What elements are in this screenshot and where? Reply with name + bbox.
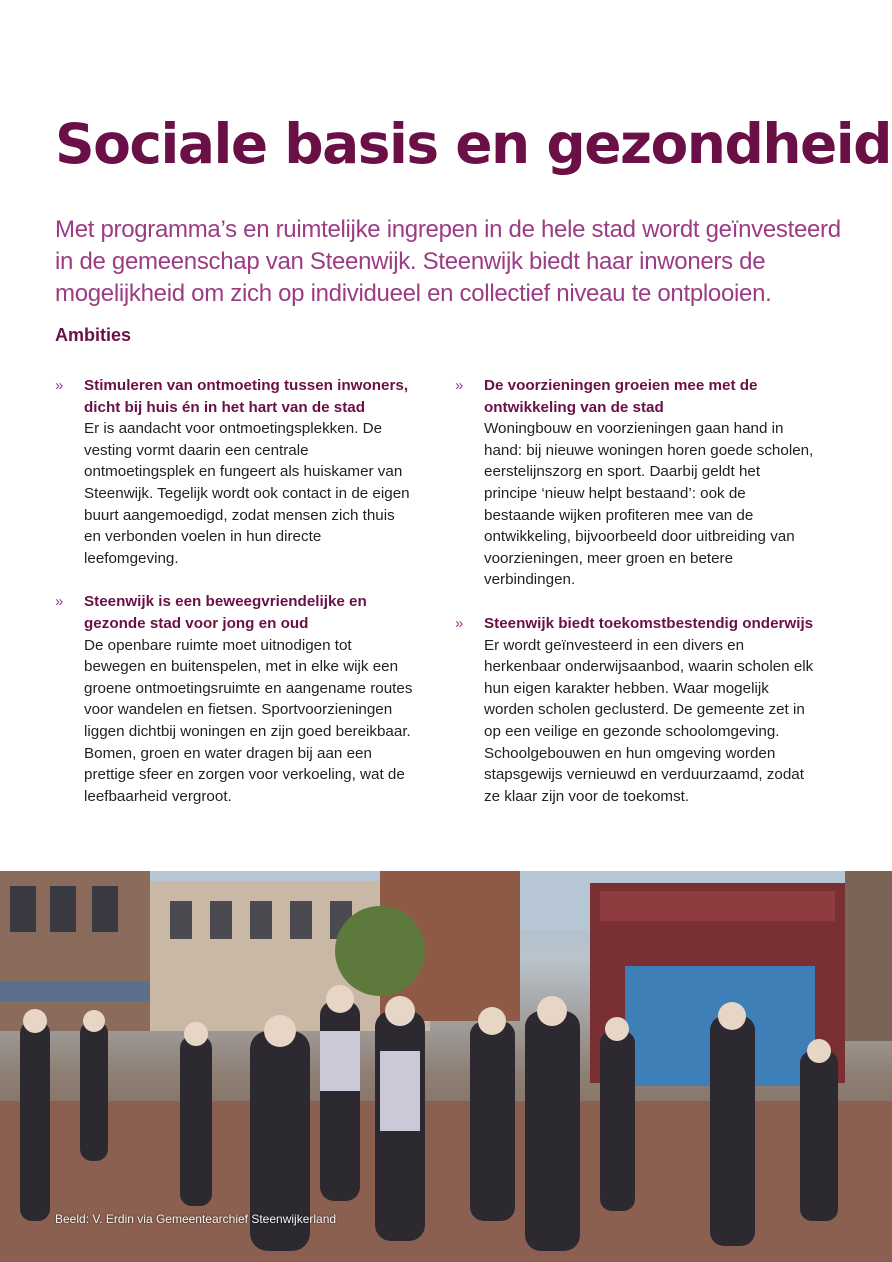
ambition-title: Steenwijk is een beweegvriendelijke en gezonde stad voor jong en oud <box>84 593 367 632</box>
ambition-body: Woningbouw en voorzieningen gaan hand in hand: bij nieuwe woningen horen goede scholen, eerstelijnszorg en sport. Daarbij geldt het principe ‘nieuw helpt bestaand’: ook de bestaande wijken profiteren mee van de ontwikkeling, bijvoorbeeld door uitbreiding van voorzieningen, meer groen en betere verbindingen. <box>484 420 814 589</box>
ambition-item <box>455 613 815 807</box>
ambitions-column-left <box>55 375 415 829</box>
bullet-marker: » <box>55 377 64 394</box>
ambition-item <box>55 591 415 807</box>
ambition-body: De openbare ruimte moet uitnodigen tot bewegen en buitenspelen, met in elke wijk een groene ontmoetingsruimte en aangename routes voor wandelen en fietsen. Sportvoorzieningen liggen dichtbij woningen en zijn goed bereikbaar. Bomen, groen en water dragen bij aan een prettige sfeer en zorgen voor verkoeling, wat de leefbaarheid vergroot. <box>84 636 413 805</box>
ambition-title: De voorzieningen groeien mee met de ontwikkeling van de stad <box>484 377 758 416</box>
event-photo <box>0 871 892 1262</box>
ambition-title: Stimuleren van ontmoeting tussen inwoners, dicht bij huis én in het hart van de stad <box>84 377 409 416</box>
bullet-marker: » <box>455 614 464 632</box>
bullet-marker: » <box>55 593 64 611</box>
ambition-body: Er wordt geïnvesteerd in een divers en herkenbaar onderwijsaanbod, waarin scholen elk hun eigen karakter hebben. Waar mogelijk worden scholen geclusterd. De gemeente zet in op een veilige en gezonde schoolomgeving. Schoolgebouwen en hun omgeving worden stapsgewijs vernieuwd en verduurzaamd, zodat ze klaar zijn voor de toekomst. <box>484 636 814 805</box>
lead-paragraph: Met programma’s en ruimtelijke ingrepen in de hele stad wordt geïnvesteerd in de gemeenschap van Steenwijk. Steenwijk biedt haar inwoners de mogelijkheid om zich op individueel en collectief niveau te ontplooien. <box>55 216 841 307</box>
ambition-body: Er is aandacht voor ontmoetingsplekken. De vesting vormt daarin een centrale ontmoetingsplek en fungeert als huiskamer van Steenwijk. Tegelijk wordt ook contact in de eigen buurt aangemoedigd, zodat mensen zich thuis en verbonden voelen in hun directe leefomgeving. <box>84 420 410 567</box>
ambition-item <box>55 375 415 569</box>
bullet-marker: » <box>455 377 464 394</box>
page-title: Sociale basis en gezondheid <box>55 112 892 176</box>
section-heading-ambities: Ambities <box>55 325 132 345</box>
event-photo-illustration <box>0 871 892 1262</box>
ambition-title: Steenwijk biedt toekomstbestendig onderwijs <box>484 614 814 632</box>
ambitions-column-right <box>455 375 815 829</box>
ambition-item <box>455 375 815 591</box>
photo-caption: Beeld: V. Erdin via Gemeentearchief Steenwijkerland <box>55 1212 337 1226</box>
